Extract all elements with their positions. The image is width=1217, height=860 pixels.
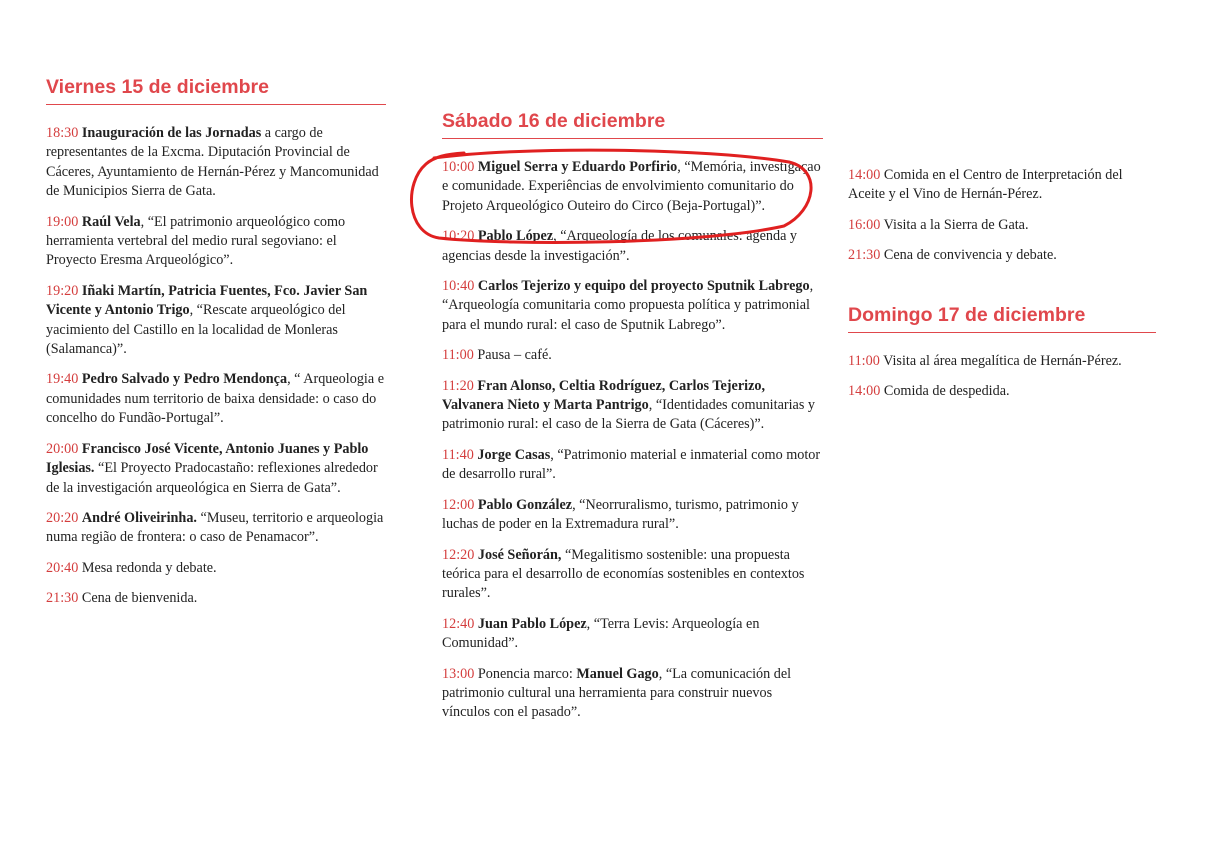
schedule-entry: [848, 382, 1156, 401]
day-heading-friday: Viernes 15 de diciembre: [46, 74, 386, 105]
entry-time: 11:00: [442, 347, 474, 364]
entry-speaker: Jorge Casas: [477, 446, 551, 463]
entry-text: , “Arqueología de los comunales: agenda y agencias desde la investigación”.: [442, 228, 798, 264]
entry-time: 12:40: [442, 615, 475, 632]
schedule-entry: [848, 352, 1156, 371]
entry-text: , “Terra Levis: Arqueología en Comunidad”.: [442, 615, 760, 652]
schedule-entry: [848, 216, 1156, 235]
entry-text: Visita a la Sierra de Gata.: [883, 216, 1029, 233]
schedule-entry: [442, 346, 823, 365]
entry-speaker: Pablo López: [477, 228, 554, 245]
day-column-sunday: [848, 302, 1156, 413]
day-column-saturday-continued: [848, 166, 1156, 277]
schedule-list: [848, 166, 1156, 266]
day-column-friday: [46, 74, 386, 620]
schedule-entry: [46, 370, 386, 428]
schedule-entry: [46, 440, 386, 498]
schedule-entry: [46, 559, 386, 578]
schedule-list: [848, 352, 1156, 402]
entry-speaker: Inauguración de las Jornadas: [81, 125, 262, 141]
day-column-saturday: [442, 108, 823, 734]
entry-text: Mesa redonda y debate.: [81, 559, 217, 576]
entry-speaker: Miguel Serra y Eduardo Porfirio: [477, 159, 678, 175]
schedule-list: [442, 158, 823, 723]
entry-text: a cargo de representantes de la Excma. Diputación Provincial de Cáceres, Ayuntamiento de Hernán-Pérez y Mancomunidad de Municipios Sierra de Gata.: [46, 125, 379, 200]
entry-speaker: André Oliveirinha.: [81, 509, 197, 526]
schedule-entry: [442, 496, 823, 535]
schedule-list: [46, 124, 386, 609]
day-heading-sunday: Domingo 17 de diciembre: [848, 302, 1156, 333]
entry-speaker: Pablo González: [477, 496, 573, 513]
schedule-entry: [848, 166, 1156, 205]
entry-text: , “El patrimonio arqueológico como herramienta vertebral del medio rural segoviano: el Proyecto Eresma Arqueológico”.: [46, 213, 346, 269]
entry-time: 21:30: [848, 247, 881, 264]
entry-text: , “ Arqueologia e comunidades num territorio de baixa densidade: o caso do concelho do Fundão-Portugal”.: [46, 371, 384, 427]
schedule-entry: [442, 377, 823, 435]
entry-time: 20:00: [46, 440, 79, 457]
entry-text: , “La comunicación del patrimonio cultural una herramienta para construir nuevos vínculos con el pasado”.: [442, 665, 792, 721]
entry-time: 21:30: [46, 590, 79, 607]
entry-time: 11:00: [848, 353, 880, 369]
schedule-entry: [46, 213, 386, 271]
entry-time: 20:20: [46, 509, 79, 526]
entry-time: 13:00: [442, 665, 475, 682]
entry-time: 11:20: [442, 377, 474, 394]
entry-speaker: Manuel Gago: [576, 665, 659, 682]
schedule-entry: [442, 446, 823, 485]
entry-text: Comida en el Centro de Interpretación del Aceite y el Vino de Hernán-Pérez.: [848, 167, 1123, 203]
schedule-entry: [46, 124, 386, 202]
entry-text: , “Arqueología comunitaria como propuesta política y patrimonial para el mundo rural: el caso de Sputnik Labrego”.: [442, 278, 814, 333]
entry-speaker: Juan Pablo López: [477, 615, 587, 632]
entry-time: 19:40: [46, 371, 79, 388]
entry-time: 10:00: [442, 159, 475, 175]
entry-time: 12:00: [442, 496, 475, 513]
entry-text: Pausa – café.: [477, 347, 552, 364]
schedule-entry: [442, 615, 823, 654]
schedule-entry: [442, 665, 823, 723]
entry-text: “Museu, territorio e arqueologia numa região de frontera: o caso de Penamacor”.: [46, 509, 384, 546]
entry-time: 14:00: [848, 167, 881, 183]
day-heading-saturday: Sábado 16 de diciembre: [442, 108, 823, 139]
entry-text: , “Identidades comunitarias y patrimonio rural: el caso de la Sierra de Gata (Cáceres)”.: [442, 397, 815, 433]
entry-speaker: Raúl Vela: [81, 213, 141, 230]
entry-time: 11:40: [442, 446, 474, 463]
entry-speaker: Iñaki Martín, Patricia Fuentes, Fco. Javier San Vicente y Antonio Trigo: [46, 282, 368, 319]
entry-speaker: José Señorán,: [477, 546, 562, 563]
schedule-entry: [442, 546, 823, 604]
entry-time: 10:20: [442, 228, 475, 245]
schedule-entry: [46, 589, 386, 608]
entry-speaker: Fran Alonso, Celtia Rodríguez, Carlos Tejerizo, Valvanera Nieto y Marta Pantrigo: [442, 377, 766, 414]
entry-speaker: Francisco José Vicente, Antonio Juanes y Pablo Iglesias.: [46, 440, 369, 477]
schedule-entry: [442, 227, 823, 266]
entry-text: , “Memória, investigaçao e comunidade. Experiências de envolvimiento comunitario do Projeto Arqueológico Outeiro do Circo (Beja-Portugal)”.: [442, 159, 821, 214]
entry-time: 18:30: [46, 125, 79, 141]
schedule-entry: [46, 509, 386, 548]
entry-text: , “Patrimonio material e inmaterial como motor de desarrollo rural”.: [442, 446, 821, 483]
entry-time: 19:00: [46, 213, 79, 230]
schedule-entry: [46, 282, 386, 360]
entry-text: Cena de bienvenida.: [81, 590, 198, 607]
entry-time: 10:40: [442, 278, 475, 295]
entry-speaker: Pedro Salvado y Pedro Mendonça: [81, 371, 288, 388]
entry-text: “Megalitismo sostenible: una propuesta teórica para el desarrollo de economías sostenibles en contextos rurales”.: [442, 546, 805, 602]
entry-speaker: Carlos Tejerizo y equipo del proyecto Sputnik Labrego: [477, 278, 810, 295]
entry-time: 14:00: [848, 383, 881, 400]
entry-time: 19:20: [46, 282, 79, 299]
entry-text: Cena de convivencia y debate.: [883, 247, 1057, 264]
entry-time: 12:20: [442, 546, 475, 563]
schedule-entry: [848, 246, 1156, 265]
entry-text: , “Rescate arqueológico del yacimiento del Castillo en la localidad de Monleras (Salamanca)”.: [46, 302, 346, 358]
entry-text: “El Proyecto Pradocastaño: reflexiones alrededor de la investigación arqueológica en Sierra de Gata”.: [46, 460, 378, 496]
entry-time: 16:00: [848, 216, 881, 233]
entry-text: Comida de despedida.: [883, 383, 1010, 400]
entry-time: 20:40: [46, 559, 79, 576]
entry-text: Ponencia marco:: [477, 665, 577, 682]
schedule-entry: [442, 277, 823, 335]
schedule-entry: [442, 158, 823, 216]
entry-text: , “Neorruralismo, turismo, patrimonio y luchas de poder en la Extremadura rural”.: [442, 496, 799, 533]
entry-text: Visita al área megalítica de Hernán-Pérez.: [883, 353, 1122, 369]
